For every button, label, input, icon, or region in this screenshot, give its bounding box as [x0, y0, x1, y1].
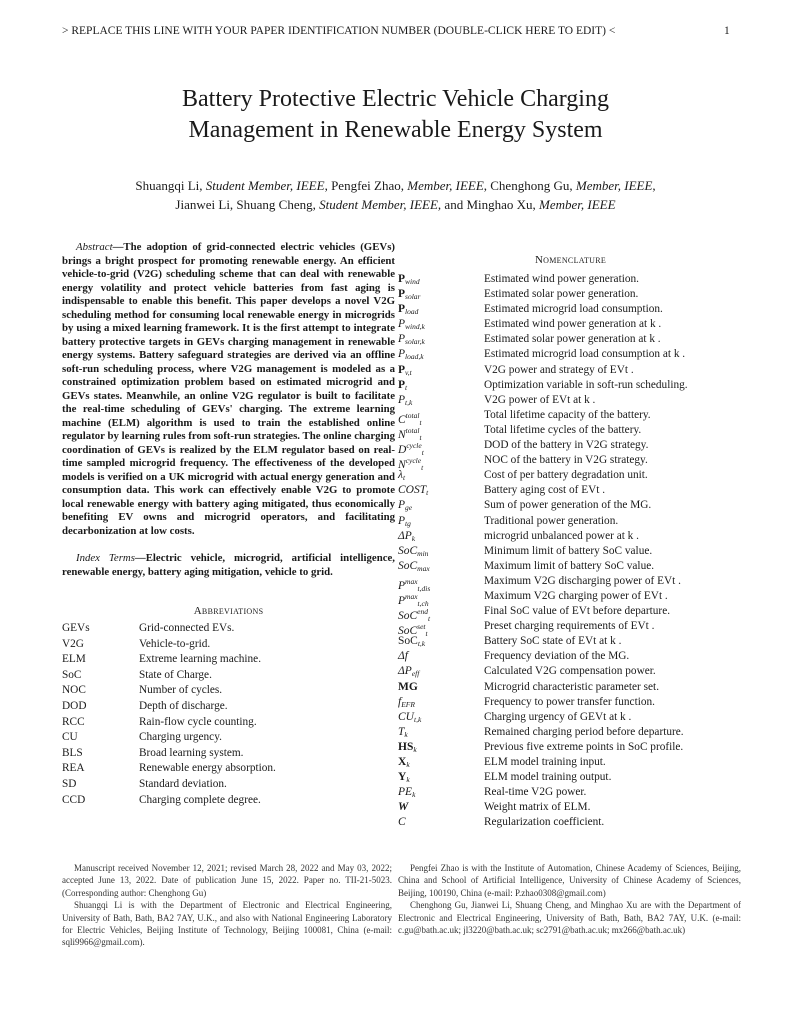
abbreviation-definition: Rain-flow cycle counting. — [139, 715, 257, 728]
abbreviation-row — [62, 683, 395, 699]
symbol-subscript: k — [406, 760, 410, 769]
nomenclature-symbol — [398, 604, 484, 624]
author-name: and Minghao Xu, — [441, 197, 540, 212]
symbol-base: PE — [398, 786, 413, 799]
nomenclature-symbol — [398, 634, 484, 649]
left-column — [62, 241, 395, 808]
nomenclature-symbol — [398, 378, 484, 393]
abbreviation-definition: Depth of discharge. — [139, 699, 228, 712]
abbreviation-row — [62, 715, 395, 731]
author-membership: Member, IEEE — [539, 197, 616, 212]
nomenclature-row — [398, 438, 743, 458]
symbol-subscript: t — [421, 463, 424, 473]
author-line — [0, 195, 791, 214]
abbreviations-heading: Abbreviations — [193, 605, 264, 617]
symbol-subscript: eff — [411, 669, 420, 679]
nomenclature-row — [398, 755, 743, 770]
nomenclature-definition: Frequency to power transfer function. — [484, 695, 655, 708]
nomenclature-definition: DOD of the battery in V2G strategy. — [484, 439, 649, 452]
nomenclature-row — [398, 347, 743, 362]
nomenclature-row — [398, 363, 743, 378]
abbreviation-definition: Grid-connected EVs. — [139, 622, 235, 634]
nomenclature-symbol — [398, 695, 484, 710]
index-terms — [62, 552, 395, 579]
abbreviation-row — [62, 699, 395, 715]
symbol-base: C — [398, 413, 406, 426]
nomenclature-symbol — [398, 619, 484, 639]
symbol-base: SoC — [398, 610, 418, 623]
nomenclature-symbol — [398, 755, 484, 770]
nomenclature-row — [398, 317, 743, 332]
nomenclature-definition: Weight matrix of ELM. — [484, 801, 591, 814]
nomenclature-row — [398, 498, 743, 513]
nomenclature-definition: microgrid unbalanced power at k . — [484, 529, 639, 542]
symbol-subscript: min — [417, 548, 429, 558]
nomenclature-definition: Real-time V2G power. — [484, 786, 587, 799]
nomenclature-definition: Cost of per battery degradation unit. — [484, 469, 648, 482]
title-line: Management in Renewable Energy System — [188, 117, 603, 143]
symbol-base: C — [398, 816, 406, 829]
nomenclature-symbol — [398, 347, 484, 362]
author-membership: Student Member, IEEE — [205, 178, 325, 193]
author-name: , Chenghong Gu, — [483, 178, 576, 193]
nomenclature-row — [398, 619, 743, 639]
symbol-superscript: end — [417, 607, 429, 617]
nomenclature-symbol — [398, 649, 484, 664]
abbreviation: V2G — [62, 637, 84, 650]
symbol-subscript: v,t — [405, 367, 412, 377]
nomenclature-symbol — [398, 302, 484, 317]
symbol-base: P — [398, 378, 406, 391]
nomenclature-definition: Minimum limit of battery SoC value. — [484, 544, 653, 557]
footnote-paragraph: Manuscript received November 12, 2021; revised March 28, 2022 and May 03, 2022; accepted June 13, 2022. Date of publication June 15, 2022. Paper no. TII-21-5023. (Corresponding author: Chenghong Gu) — [62, 863, 392, 898]
symbol-subscript: t — [426, 488, 429, 498]
nomenclature-row — [398, 272, 743, 287]
symbol-base: P — [398, 579, 406, 592]
symbol-subscript: wind,k — [405, 322, 425, 332]
nomenclature-symbol — [398, 664, 484, 679]
nomenclature-definition: Battery SoC state of EVt at k . — [484, 635, 622, 648]
symbol-subscript: t — [428, 614, 431, 624]
symbol-base: HS — [398, 740, 414, 753]
nomenclature-definition: NOC of the battery in V2G strategy. — [484, 454, 648, 467]
nomenclature-symbol — [398, 740, 484, 755]
nomenclature-row — [398, 695, 743, 710]
symbol-subscript: t,k — [413, 714, 422, 724]
nomenclature-definition: Regularization coefficient. — [484, 816, 605, 829]
nomenclature-definition: Sum of power generation of the MG. — [484, 499, 652, 512]
nomenclature-definition: Estimated wind power generation. — [484, 273, 639, 285]
author-list — [0, 176, 791, 214]
nomenclature-definition: Preset charging requirements of EVt . — [484, 620, 655, 633]
symbol-subscript: t,k — [405, 397, 413, 407]
paper-title — [0, 84, 791, 146]
nomenclature-definition: Calculated V2G compensation power. — [484, 665, 656, 678]
author-membership: Member, IEEE — [575, 178, 653, 193]
abbreviation-row — [62, 621, 395, 637]
abbreviation: GEVs — [62, 622, 90, 634]
nomenclature-row — [398, 770, 743, 785]
abbreviation-definition: Extreme learning machine. — [139, 653, 262, 666]
abstract-text: —The adoption of grid-connected electric vehicles (GEVs) brings a bright prospect for promoting renewable energy. An efficient vehicle-to-grid (V2G) scheduling scheme that can deal with renewable energy volatility and protect vehicle batteries from fast aging is indispensable to enable this benefit. This paper develops a novel V2G scheduling method for consuming local renewable energy in microgrids by using a mixed learning framework. It is the first attempt to integrate battery protective targets in GEVs charging management in renewable energy systems. Battery safeguard strategies are derived via an offline soft-run scheduling process, where V2G management is modeled as a constrained optimization problem based on estimated microgrid and GEVs states. Meanwhile, an online V2G regulator is built to facilitate the real-time scheduling of GEVs' charging. The extreme learning machine (ELM) algorithm is used to train the established online regulator by learning rules from soft-run strategies. The online charging coordination of GEVs is realized by the ELM regulator based on real-time sampled microgrid frequency. The effectiveness of the developed models is verified on a UK microgrid with actual energy generation and consumption data. This work can effectively enable V2G to promote local renewable energy with battery aging mitigated, thus economically benefiting EV owns and microgrid operators, and facilitating decarbonization at low costs. — [62, 241, 395, 537]
abbreviation: SD — [62, 777, 77, 790]
nomenclature-symbol — [398, 514, 484, 529]
nomenclature-symbol — [398, 680, 484, 695]
abbreviation: BLS — [62, 746, 83, 759]
nomenclature-row — [398, 800, 743, 815]
abbreviation: REA — [62, 762, 85, 775]
symbol-base: N — [398, 459, 406, 472]
nomenclature-row — [398, 393, 743, 408]
author-line — [0, 176, 791, 195]
nomenclature-row — [398, 287, 743, 302]
nomenclature-definition: Estimated microgrid load consumption. — [484, 303, 663, 316]
symbol-base: P — [398, 273, 406, 285]
title-line: Battery Protective Electric Vehicle Charging — [182, 86, 609, 112]
nomenclature-list — [398, 272, 743, 830]
nomenclature-row — [398, 559, 743, 574]
nomenclature-row — [398, 529, 743, 544]
nomenclature-row — [398, 710, 743, 725]
symbol-base: MG — [398, 680, 418, 693]
nomenclature-definition: Microgrid characteristic parameter set. — [484, 680, 660, 693]
symbol-subscript: load,k — [405, 352, 424, 362]
abbreviation-definition: Charging complete degree. — [139, 793, 261, 806]
nomenclature-symbol — [398, 272, 484, 287]
nomenclature-symbol — [398, 408, 484, 427]
nomenclature-row — [398, 302, 743, 317]
nomenclature-definition: Maximum V2G charging power of EVt . — [484, 589, 668, 602]
nomenclature-symbol — [398, 483, 484, 498]
abbreviation: SoC — [62, 668, 82, 681]
nomenclature-row — [398, 815, 743, 830]
symbol-subscript: t — [402, 473, 406, 483]
abbreviation-definition: Broad learning system. — [139, 746, 244, 759]
symbol-subscript: wind — [405, 277, 420, 286]
nomenclature-definition: Maximum limit of battery SoC value. — [484, 559, 655, 572]
symbol-subscript: k — [412, 790, 416, 800]
symbol-superscript: set — [417, 622, 426, 632]
symbol-base: P — [398, 333, 406, 346]
nomenclature-row — [398, 544, 743, 559]
nomenclature-definition: Battery aging cost of EVt . — [484, 484, 606, 497]
abbreviation-row — [62, 730, 395, 746]
symbol-superscript: max — [405, 576, 418, 586]
nomenclature-row — [398, 634, 743, 649]
nomenclature-row — [398, 468, 743, 483]
nomenclature-row — [398, 408, 743, 427]
index-terms-text: —Electric vehicle, microgrid, artificial intelligence, renewable energy, battery aging mitigation, vehicle to grid. — [62, 552, 396, 578]
nomenclature-row — [398, 589, 743, 608]
nomenclature-row — [398, 604, 743, 624]
symbol-base: P — [398, 318, 406, 331]
symbol-base: X — [398, 756, 407, 768]
author-membership: Student Member, IEEE, — [319, 197, 442, 212]
symbol-base: SoC — [398, 559, 418, 572]
author-name: Jianwei Li, Shuang Cheng, — [175, 197, 320, 212]
nomenclature-symbol — [398, 785, 484, 800]
nomenclature-definition: Estimated microgrid load consumption at k . — [484, 348, 686, 361]
author-name: , Pengfei Zhao, — [324, 178, 408, 193]
abbreviation: RCC — [62, 715, 85, 728]
nomenclature-symbol — [398, 287, 484, 302]
symbol-base: Y — [398, 771, 407, 784]
nomenclature-row — [398, 423, 743, 442]
symbol-base: ΔP — [398, 529, 412, 542]
nomenclature-definition: Maximum V2G discharging power of EVt . — [484, 574, 681, 587]
nomenclature-symbol — [398, 770, 484, 785]
nomenclature-symbol — [398, 710, 484, 725]
nomenclature-definition: Estimated wind power generation at k . — [484, 318, 662, 331]
symbol-subscript: t,dis — [417, 583, 431, 593]
nomenclature-symbol — [398, 574, 484, 593]
symbol-base: P — [398, 288, 406, 301]
abbreviation: ELM — [62, 653, 86, 666]
symbol-subscript: k — [413, 744, 417, 754]
symbol-subscript: k — [404, 729, 408, 739]
symbol-base: SoC — [398, 635, 418, 648]
symbol-base: P — [398, 594, 406, 607]
symbol-base: P — [398, 393, 406, 406]
nomenclature-symbol — [398, 498, 484, 513]
nomenclature-definition: Estimated solar power generation at k . — [484, 333, 661, 346]
symbol-base: COST — [398, 484, 427, 497]
abbreviations-list — [62, 621, 395, 808]
nomenclature-definition: ELM model training output. — [484, 771, 612, 784]
symbol-base: P — [398, 303, 406, 316]
nomenclature-symbol — [398, 423, 484, 442]
symbol-subscript: tg — [405, 518, 411, 528]
nomenclature-symbol — [398, 453, 484, 473]
abbreviation-definition: Vehicle-to-grid. — [139, 637, 211, 650]
nomenclature-row — [398, 574, 743, 593]
right-column — [398, 254, 743, 830]
symbol-subscript: k — [406, 775, 410, 785]
symbol-base: P — [398, 514, 406, 527]
nomenclature-symbol — [398, 468, 484, 483]
nomenclature-row — [398, 453, 743, 473]
symbol-subscript: k — [411, 533, 416, 543]
abbreviation: DOD — [62, 699, 87, 712]
symbol-subscript: ge — [405, 503, 413, 513]
nomenclature-row — [398, 664, 743, 679]
nomenclature-definition: Total lifetime cycles of the battery. — [484, 423, 642, 436]
symbol-base: SoC — [398, 544, 418, 557]
nomenclature-row — [398, 332, 743, 347]
symbol-subscript: t — [419, 432, 422, 442]
abbreviation-row — [62, 746, 395, 762]
author-name: Shuangqi Li, — [135, 178, 206, 193]
abbreviation-row — [62, 652, 395, 668]
symbol-subscript: t — [421, 448, 424, 458]
author-membership: Member, IEEE — [407, 178, 484, 193]
nomenclature-row — [398, 514, 743, 529]
symbol-superscript: total — [405, 425, 420, 435]
nomenclature-definition: Previous five extreme points in SoC profile. — [484, 740, 684, 753]
nomenclature-symbol — [398, 438, 484, 458]
nomenclature-symbol — [398, 544, 484, 559]
nomenclature-symbol — [398, 559, 484, 574]
nomenclature-symbol — [398, 529, 484, 544]
nomenclature-symbol — [398, 332, 484, 347]
symbol-subscript: t — [405, 382, 408, 392]
nomenclature-row — [398, 725, 743, 740]
abbreviation-row — [62, 668, 395, 684]
footnote-paragraph: Shuangqi Li is with the Department of Electronic and Electrical Engineering, University of Bath, Bath, BA2 7AY, U.K., and also with National Engineering Laboratory for Electric Vehicles, Beijing Institute of Technology, Beijing 100081, China (e-mail: sqli9966@gmail.com). — [62, 900, 392, 948]
symbol-base: SoC — [398, 625, 418, 638]
symbol-subscript: t — [425, 629, 428, 639]
symbol-base: P — [398, 499, 406, 512]
symbol-base: CU — [398, 710, 414, 723]
nomenclature-row — [398, 378, 743, 393]
symbol-base: T — [398, 725, 405, 738]
nomenclature-symbol — [398, 393, 484, 408]
nomenclature-definition: Estimated solar power generation. — [484, 288, 639, 301]
nomenclature-row — [398, 680, 743, 695]
nomenclature-definition: V2G power and strategy of EVt . — [484, 363, 634, 376]
nomenclature-symbol — [398, 317, 484, 332]
abbreviation-definition: Charging urgency. — [139, 731, 222, 744]
symbol-subscript: t — [419, 417, 422, 427]
nomenclature-symbol — [398, 725, 484, 740]
symbol-base: Δf — [398, 650, 408, 663]
footnotes-left — [62, 862, 392, 949]
abbreviation-row — [62, 777, 395, 793]
nomenclature-symbol — [398, 815, 484, 830]
nomenclature-definition: Optimization variable in soft-run scheduling. — [484, 378, 688, 391]
symbol-base: W — [398, 801, 409, 814]
page-number: 1 — [724, 25, 730, 37]
nomenclature-definition: Final SoC value of EVt before departure. — [484, 605, 671, 618]
symbol-base: λ — [398, 469, 403, 482]
symbol-subscript: max — [417, 563, 430, 573]
symbol-base: P — [398, 348, 406, 361]
running-head: > REPLACE THIS LINE WITH YOUR PAPER IDENTIFICATION NUMBER (DOUBLE-CLICK HERE TO EDIT) < — [62, 25, 616, 37]
nomenclature-definition: Total lifetime capacity of the battery. — [484, 408, 651, 421]
nomenclature-definition: Frequency deviation of the MG. — [484, 650, 630, 663]
nomenclature-symbol — [398, 589, 484, 608]
symbol-base: N — [398, 428, 406, 441]
nomenclature-definition: Remained charging period before departure. — [484, 725, 684, 738]
author-name: , — [652, 178, 656, 193]
abbreviation: CCD — [62, 793, 86, 806]
footnotes-right — [398, 862, 741, 936]
abstract-label: Abstract — [76, 241, 113, 253]
footnote-paragraph: Chenghong Gu, Jianwei Li, Shuang Cheng, and Minghao Xu are with the Department of Electronic and Electrical Engineering, University of Bath, Bath, BA2 7AY, U.K. (e-mail: c.gu@bath.ac.uk; jl3220@bath.ac.uk; sc2791@bath.ac.uk; mx266@bath.ac.uk) — [398, 900, 741, 936]
symbol-superscript: cycle — [405, 456, 422, 466]
nomenclature-row — [398, 740, 743, 755]
abbreviation-row — [62, 637, 395, 653]
nomenclature-row — [398, 483, 743, 498]
index-terms-label: Index Terms — [76, 552, 135, 564]
abbreviation-definition: State of Charge. — [139, 668, 212, 681]
nomenclature-definition: Charging urgency of GEVt at k . — [484, 710, 632, 723]
nomenclature-definition: V2G power of EVt at k . — [484, 393, 596, 406]
nomenclature-row — [398, 649, 743, 664]
abbreviation-definition: Number of cycles. — [139, 684, 223, 697]
nomenclature-definition: Traditional power generation. — [484, 514, 619, 527]
abbreviation-definition: Standard deviation. — [139, 777, 227, 790]
symbol-base: ΔP — [398, 665, 412, 678]
symbol-superscript: max — [405, 591, 418, 601]
abbreviation-definition: Renewable energy absorption. — [139, 762, 276, 775]
symbol-base: P — [398, 363, 406, 376]
abbreviation-row — [62, 761, 395, 777]
symbol-subscript: load — [405, 307, 419, 317]
nomenclature-row — [398, 785, 743, 800]
symbol-base: f — [398, 695, 402, 708]
abbreviation: CU — [62, 731, 78, 744]
symbol-subscript: solar,k — [405, 337, 425, 347]
symbol-base: D — [398, 444, 407, 457]
symbol-subscript: solar — [405, 292, 421, 302]
symbol-superscript: total — [405, 410, 420, 420]
symbol-superscript: cycle — [406, 441, 422, 451]
abbreviation: NOC — [62, 684, 86, 697]
abbreviation-row — [62, 793, 395, 809]
abstract — [62, 241, 395, 538]
nomenclature-definition: ELM model training input. — [484, 756, 606, 768]
footnote-paragraph: Pengfei Zhao is with the Institute of Automation, Chinese Academy of Sciences, Beijing, China and School of Artificial Intelligence, University of Chinese Academy of Sciences, Beijing, 100190, China (e-mail: P.zhao0308@gmail.com) — [398, 863, 741, 898]
nomenclature-symbol — [398, 363, 484, 378]
nomenclature-heading: Nomenclature — [534, 254, 607, 266]
symbol-subscript: t,ch — [417, 598, 429, 608]
symbol-subscript: EFR — [401, 699, 415, 709]
nomenclature-symbol — [398, 800, 484, 815]
symbol-subscript: t,k — [417, 639, 426, 649]
